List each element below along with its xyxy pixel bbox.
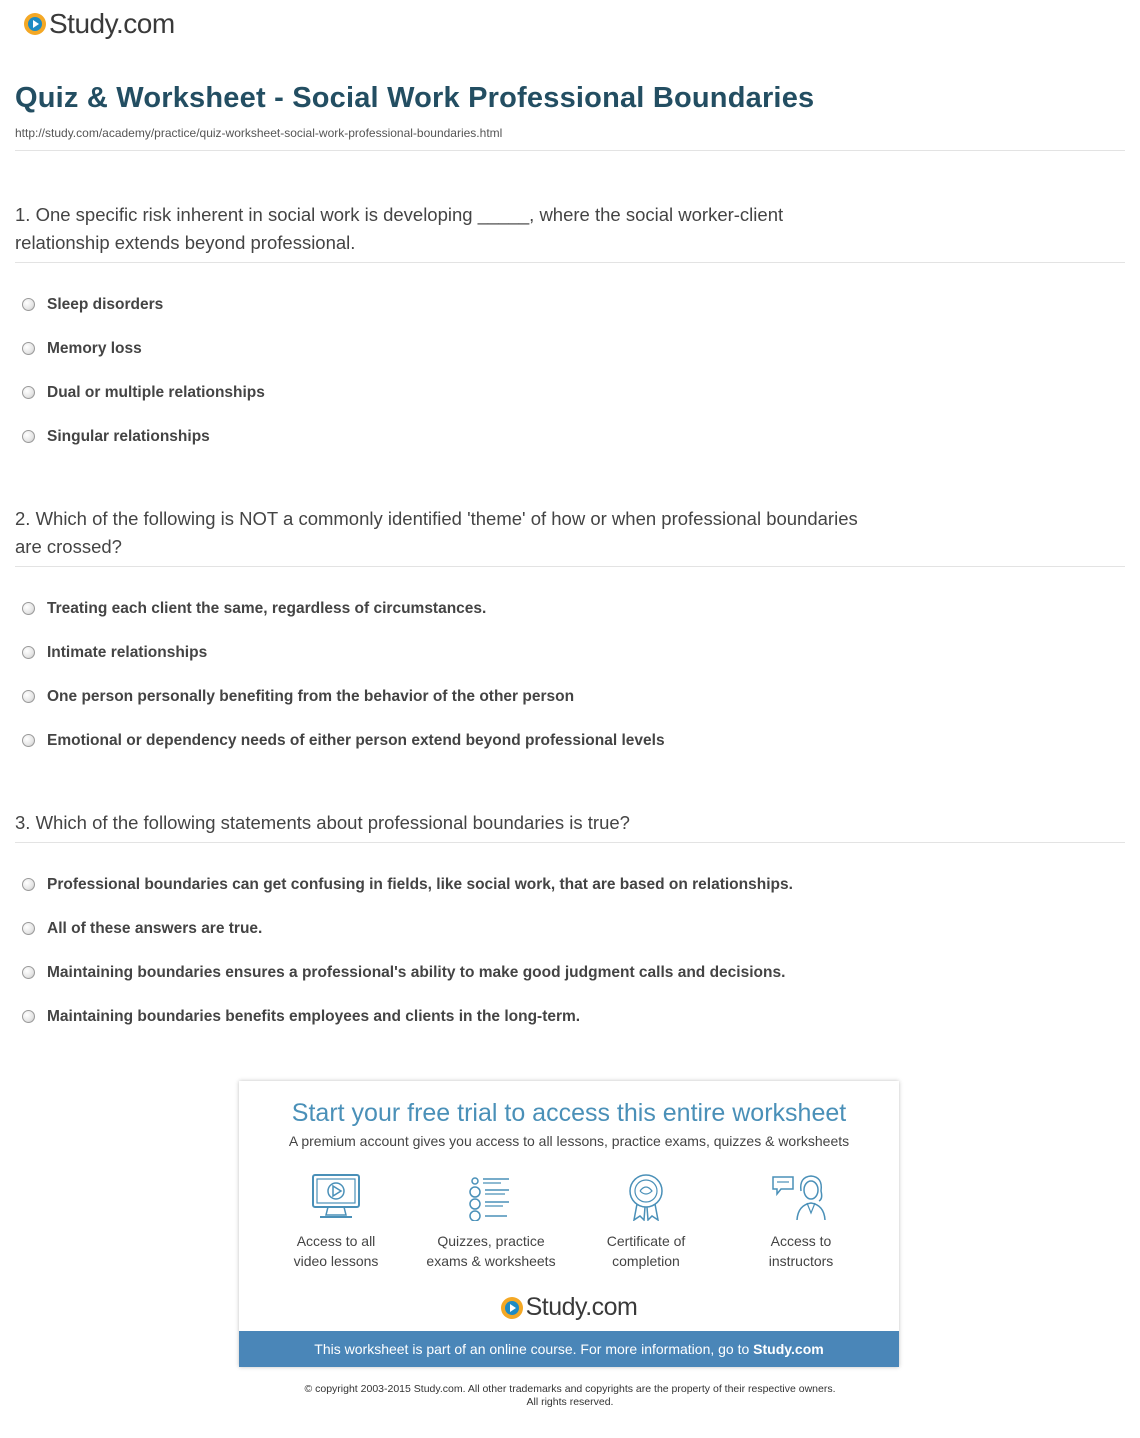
feature-line: Access to all — [296, 1233, 376, 1249]
feature-video-lessons — [256, 1173, 416, 1271]
answer-label: Professional boundaries can get confusing in fields, like social work, that are based on relationships. — [47, 876, 793, 893]
promo-info-bar — [239, 1331, 899, 1367]
radio-button[interactable] — [22, 602, 35, 615]
feature-label — [721, 1231, 881, 1271]
divider — [15, 842, 1125, 843]
feature-line: video lessons — [293, 1253, 379, 1269]
feature-line: instructors — [768, 1253, 834, 1269]
answer-option[interactable] — [22, 643, 665, 687]
question-1: 1. One specific risk inherent in social work is developing _____, where the social worker-client relationship extends beyond professional. — [15, 204, 784, 253]
answer-label: Intimate relationships — [47, 644, 208, 661]
answer-option[interactable] — [22, 875, 793, 919]
feature-quizzes — [411, 1173, 571, 1271]
radio-button[interactable] — [22, 922, 35, 935]
feature-certificate — [566, 1173, 726, 1271]
video-lesson-icon — [310, 1173, 362, 1221]
play-logo-icon — [24, 13, 46, 35]
answer-option[interactable] — [22, 427, 265, 471]
copyright-footer — [0, 1383, 1140, 1409]
answer-option[interactable] — [22, 963, 793, 1007]
radio-button[interactable] — [22, 690, 35, 703]
promo-bar-text: This worksheet is part of an online course. For more information, go to — [314, 1341, 750, 1357]
page-url: http://study.com/academy/practice/quiz-worksheet-social-work-professional-boundaries.html — [15, 126, 503, 140]
radio-button[interactable] — [22, 386, 35, 399]
logo-text: Study.com — [49, 8, 175, 39]
question-3: 3. Which of the following statements about professional boundaries is true? — [15, 812, 630, 833]
answer-option[interactable] — [22, 599, 665, 643]
feature-line: Certificate of — [606, 1233, 686, 1249]
answer-option[interactable] — [22, 295, 265, 339]
answer-list-1 — [22, 295, 265, 471]
answer-label: One person personally benefiting from the behavior of the other person — [47, 688, 575, 705]
answer-label: All of these answers are true. — [47, 920, 263, 937]
rights-text: All rights reserved. — [526, 1396, 614, 1408]
answer-label: Singular relationships — [47, 428, 210, 445]
answer-option[interactable] — [22, 339, 265, 383]
radio-button[interactable] — [22, 298, 35, 311]
divider — [15, 150, 1125, 151]
study-logo[interactable] — [24, 8, 175, 40]
answer-label: Emotional or dependency needs of either person extend beyond professional levels — [47, 732, 665, 749]
play-logo-icon — [501, 1297, 523, 1319]
promo-title[interactable]: Start your free trial to access this entire worksheet — [291, 1099, 847, 1127]
answer-option[interactable] — [22, 383, 265, 427]
radio-button[interactable] — [22, 734, 35, 747]
radio-button[interactable] — [22, 966, 35, 979]
quiz-list-icon — [465, 1173, 517, 1221]
certificate-icon — [620, 1173, 672, 1221]
answer-label: Maintaining boundaries benefits employees and clients in the long-term. — [47, 1008, 581, 1025]
answer-label: Sleep disorders — [47, 296, 164, 313]
radio-button[interactable] — [22, 430, 35, 443]
radio-button[interactable] — [22, 342, 35, 355]
divider — [15, 262, 1125, 263]
answer-label: Dual or multiple relationships — [47, 384, 265, 401]
study-com-link[interactable]: Study.com — [753, 1341, 824, 1357]
divider — [15, 566, 1125, 567]
radio-button[interactable] — [22, 646, 35, 659]
page-title: Quiz & Worksheet - Social Work Professional Boundaries — [15, 82, 815, 114]
answer-option[interactable] — [22, 731, 665, 775]
answer-list-3 — [22, 875, 793, 1051]
instructor-icon — [771, 1173, 831, 1221]
feature-label — [566, 1231, 726, 1271]
copyright-text: © copyright 2003-2015 Study.com. All other trademarks and copyrights are the property of their respective owners. — [304, 1383, 836, 1395]
feature-line: completion — [612, 1253, 680, 1269]
logo-text: Study.com — [525, 1293, 638, 1321]
feature-line: Access to — [770, 1233, 832, 1249]
answer-option[interactable] — [22, 919, 793, 963]
feature-label — [256, 1231, 416, 1271]
promo-study-logo[interactable] — [239, 1293, 899, 1322]
feature-line: exams & worksheets — [426, 1253, 556, 1269]
answer-option[interactable] — [22, 687, 665, 731]
question-2: 2. Which of the following is NOT a commonly identified 'theme' of how or when professional boundaries are crossed? — [15, 508, 858, 557]
answer-option[interactable] — [22, 1007, 793, 1051]
free-trial-promo — [239, 1081, 899, 1367]
answer-label: Memory loss — [47, 340, 142, 357]
promo-subtitle: A premium account gives you access to all lessons, practice exams, quizzes & worksheets — [288, 1133, 850, 1149]
radio-button[interactable] — [22, 1010, 35, 1023]
answer-list-2 — [22, 599, 665, 775]
radio-button[interactable] — [22, 878, 35, 891]
answer-label: Treating each client the same, regardless of circumstances. — [47, 600, 487, 617]
answer-label: Maintaining boundaries ensures a professional's ability to make good judgment calls and decisions. — [47, 964, 786, 981]
feature-instructors — [721, 1173, 881, 1271]
feature-line: Quizzes, practice — [437, 1233, 545, 1249]
feature-label — [411, 1231, 571, 1271]
